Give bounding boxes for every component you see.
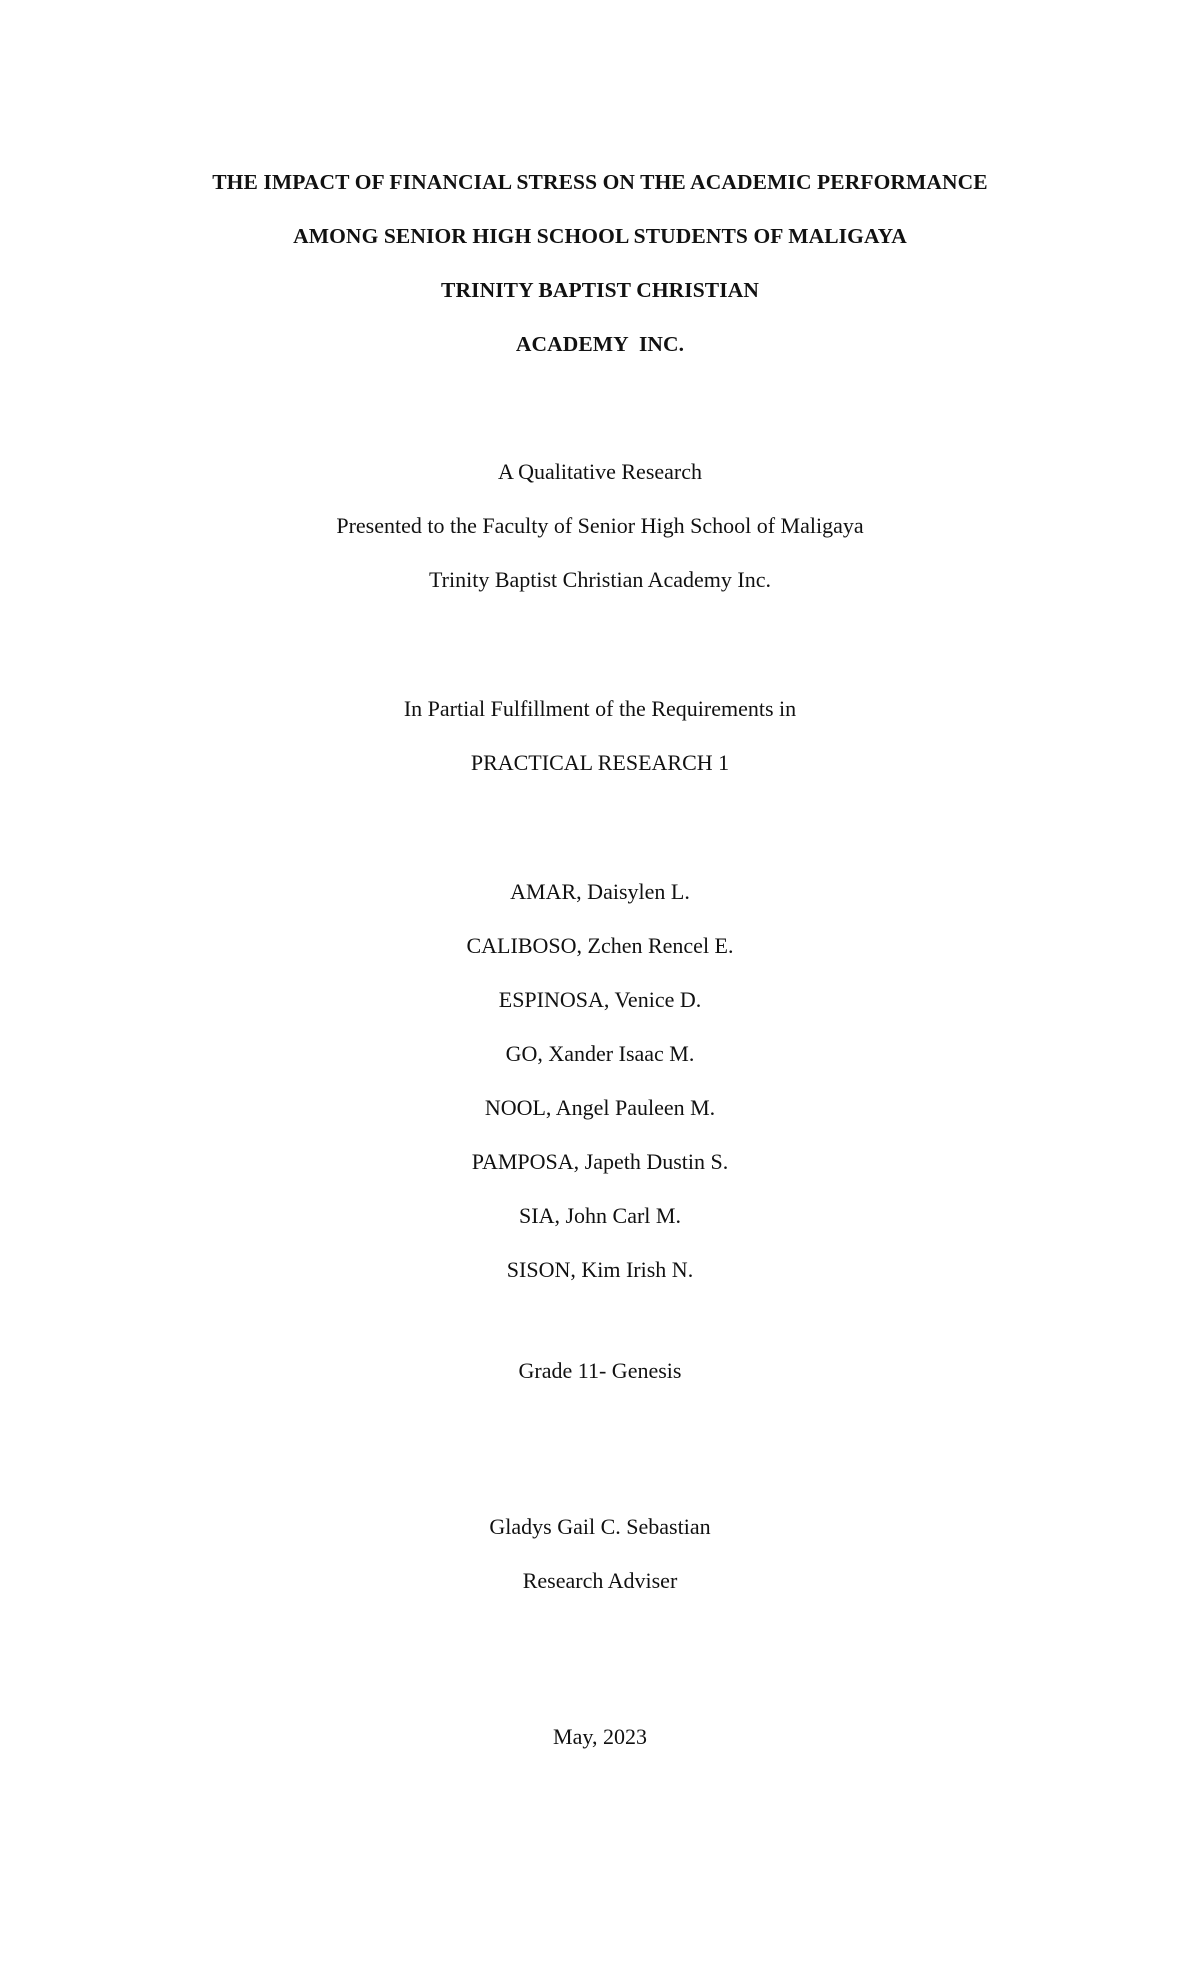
title-line-3: TRINITY BAPTIST CHRISTIAN — [441, 278, 759, 302]
requirement-statement: In Partial Fulfillment of the Requirements in — [403, 696, 797, 721]
author-name: ESPINOSA, Venice D. — [498, 987, 702, 1012]
author-name: GO, Xander Isaac M. — [505, 1041, 695, 1066]
title-line-2: AMONG SENIOR HIGH SCHOOL STUDENTS OF MALIGAYA — [293, 224, 907, 248]
institution: Trinity Baptist Christian Academy Inc. — [429, 567, 771, 592]
author-name: SIA, John Carl M. — [519, 1203, 681, 1228]
author-name: CALIBOSO, Zchen Rencel E. — [466, 933, 734, 958]
author-name: SISON, Kim Irish N. — [506, 1257, 694, 1282]
grade-section: Grade 11- Genesis — [518, 1358, 682, 1383]
adviser-name: Gladys Gail C. Sebastian — [489, 1514, 711, 1539]
author-name: PAMPOSA, Japeth Dustin S. — [471, 1149, 729, 1174]
author-name: AMAR, Daisylen L. — [510, 879, 690, 904]
date: May, 2023 — [553, 1724, 647, 1749]
research-type: A Qualitative Research — [497, 459, 703, 484]
subject: PRACTICAL RESEARCH 1 — [470, 750, 730, 775]
adviser-role: Research Adviser — [522, 1568, 678, 1593]
presented-to: Presented to the Faculty of Senior High School of Maligaya — [336, 513, 864, 538]
author-name: NOOL, Angel Pauleen M. — [484, 1095, 716, 1120]
title-line-1: THE IMPACT OF FINANCIAL STRESS ON THE ACADEMIC PERFORMANCE — [212, 170, 988, 194]
title-line-4: ACADEMY INC. — [515, 332, 685, 356]
